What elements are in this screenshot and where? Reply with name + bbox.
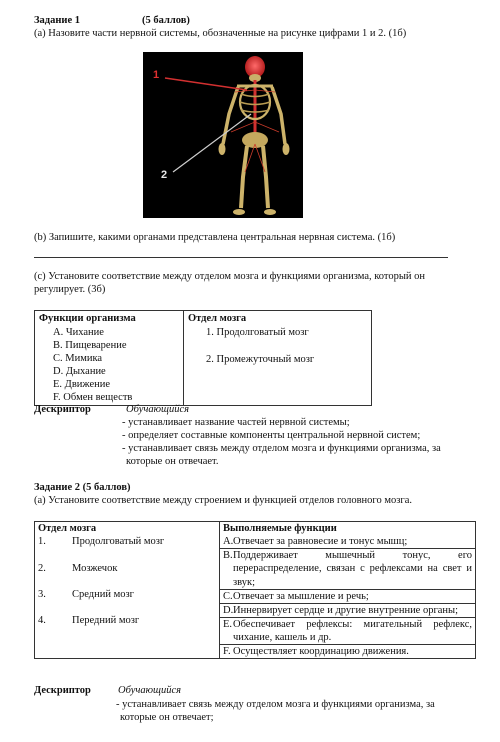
figure-label-1: 1 (153, 69, 160, 81)
task1-question-b: (b) Запишите, какими органами представлена центральная нервная система. (1б) (34, 232, 396, 243)
brain-part-item: 2. Промежуточный мозг (206, 354, 315, 366)
function-item: A. Чихание (53, 327, 104, 339)
task2-title: Задание 2 (5 баллов) (34, 482, 131, 493)
brain-part-name: Передний мозг (72, 615, 140, 627)
function-item: E. Движение (53, 379, 111, 391)
function-item: F. Обмен веществ (53, 392, 133, 404)
function-option: D. Иннервирует сердце и другие внутренние органы; (220, 603, 475, 617)
task1-descriptor-list (122, 416, 492, 469)
task1-question-c-line2: регулирует. (3б) (34, 284, 106, 295)
table1-header-parts: Отдел мозга (184, 311, 372, 326)
skeleton-illustration (143, 52, 303, 218)
task1-points: (5 баллов) (142, 15, 190, 26)
descriptor-item: которые он отвечает; (120, 712, 214, 724)
function-option: E. Обеспечивает рефлексы: мигательный рефлекс, чихание, кашель и др. (220, 617, 475, 644)
brain-part-name: Продолговатый мозг (72, 536, 165, 548)
brain-part-name: Мозжечок (72, 563, 118, 575)
table2-header-parts: Отдел мозга (35, 522, 220, 536)
brain-part-row: 3. Средний мозг (38, 589, 134, 601)
task2-match-table (34, 521, 476, 659)
function-option: F. Осуществляет координацию движения. (220, 644, 475, 658)
table1-parts-cell (184, 325, 372, 406)
task2-descriptor-learner: Обучающийся (118, 685, 182, 696)
brain-part-item: 1. Продолговатый мозг (206, 327, 309, 339)
function-item: C. Мимика (53, 353, 103, 365)
task1-question-a: (a) Назовите части нервной системы, обозначенные на рисунке цифрами 1 и 2. (1б) (34, 28, 407, 39)
table1-header-functions: Функции организма (35, 311, 184, 326)
function-option: A. Отвечает за равновесие и тонус мышц; (223, 536, 408, 548)
descriptor-item: - устанавливает название частей нервной системы; (122, 417, 350, 428)
table2-functions-cell (220, 535, 476, 659)
task1-descriptor-label: Дескриптор (34, 404, 91, 415)
table1-functions-cell (35, 325, 184, 406)
table2-header-functions: Выполняемые функции (220, 522, 476, 536)
function-option: C. Отвечает за мышление и речь; (220, 589, 475, 603)
skeleton-figure (143, 52, 303, 218)
brain-part-row: 2. Мозжечок (38, 563, 118, 575)
task2-descriptor-list (116, 698, 486, 724)
task1-title: Задание 1 (34, 15, 80, 26)
task1-descriptor-learner: Обучающийся (126, 404, 190, 415)
brain-part-row: 4. Передний мозг (38, 615, 140, 627)
brain-part-name: Средний мозг (72, 589, 134, 601)
task1-question-c-line1: (c) Установите соответствие между отделом мозга и функциями организма, который он (34, 271, 426, 282)
function-option: B. Поддерживает мышечный тонус, его перераспределение, связан с рефлексами на свет и звук; (220, 548, 475, 588)
descriptor-item: - определяет составные компоненты центральной нервной систем; (122, 430, 421, 442)
answer-line (34, 257, 448, 258)
descriptor-item: - устанавливает связь между отделом мозга и функциями организма, за (122, 443, 441, 455)
task2-question-a: (а) Установите соответствие между строением и функцией отделов головного мозга. (34, 495, 412, 506)
task2-descriptor-label: Дескриптор (34, 685, 91, 696)
brain-part-row: 1. Продолговатый мозг (38, 536, 165, 548)
figure-label-2: 2 (161, 169, 168, 181)
function-item: D. Дыхание (53, 366, 106, 378)
descriptor-item: - устанавливает связь между отделом мозга и функциями организма, за (116, 699, 435, 710)
table2-parts-cell (35, 535, 220, 659)
task1-match-table (34, 310, 372, 406)
descriptor-item: которые он отвечает. (126, 456, 219, 468)
function-item: B. Пищеварение (53, 340, 127, 352)
